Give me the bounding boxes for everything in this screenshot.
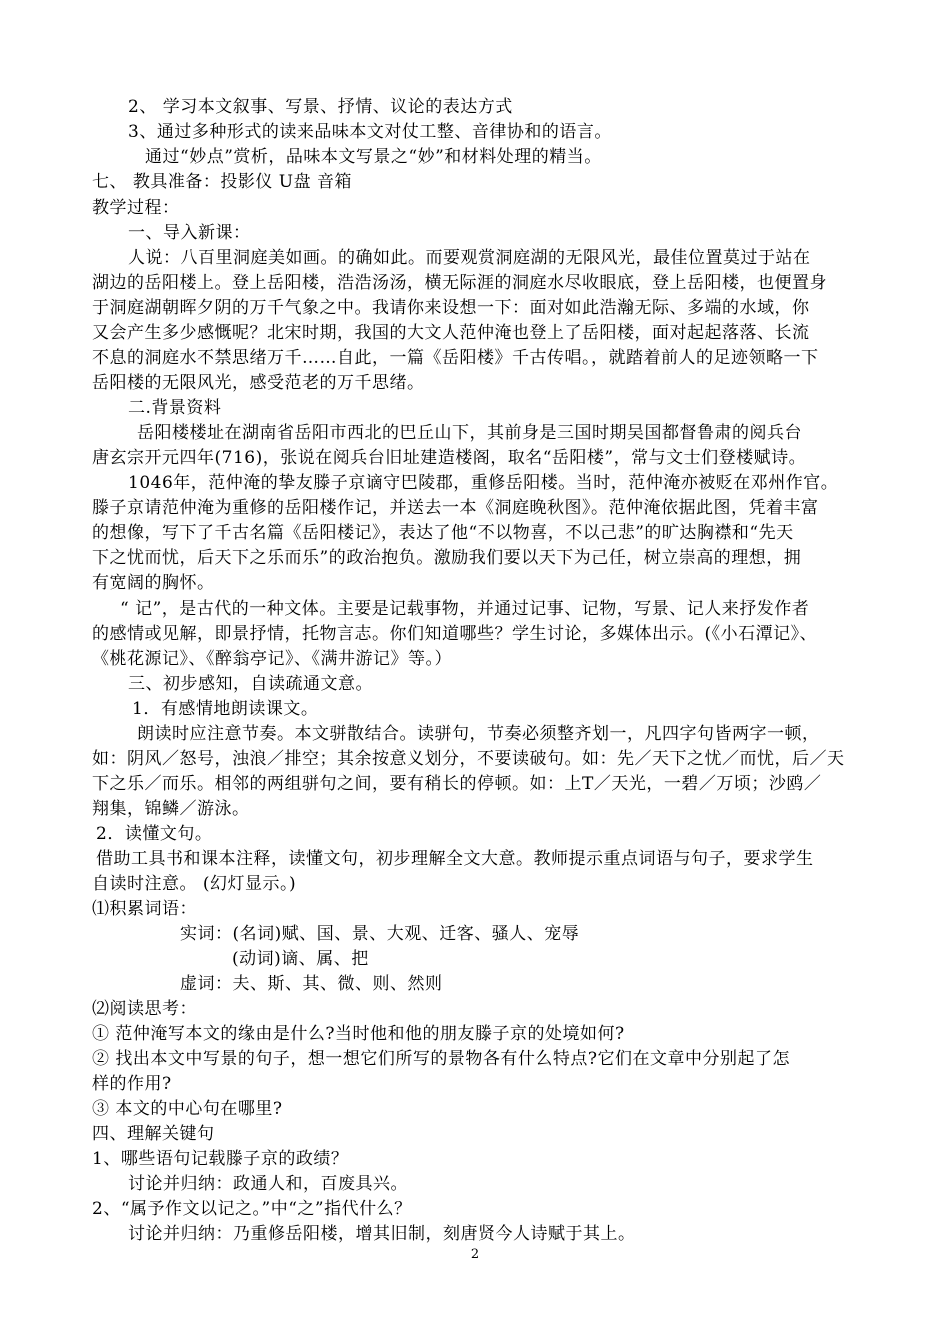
step-2-heading: 2．读懂文句。 — [96, 824, 213, 844]
page-number: 2 — [470, 1247, 480, 1262]
objective-2: 2、 学习本文叙事、写景、抒情、议论的表达方式 — [128, 97, 513, 117]
background-paragraph-line: 的想像，写下了千古名篇《岳阳楼记》，表达了他“不以物喜，不以己悲”的旷达胸襟和“先天 — [92, 523, 794, 543]
question-2: ② 找出本文中写景的句子，想一想它们所写的景物各有什么特点?它们在文章中分别起了怎 — [92, 1049, 791, 1069]
background-paragraph-line: 滕子京请范仲淹为重修的岳阳楼作记，并送去一本《洞庭晚秋图》。范仲淹依据此图，凭着丰富 — [92, 498, 819, 518]
reading-paragraph-line: 下之乐／而乐。相邻的两组骈句之间，要有稍长的停顿。如：上T／天光，一碧／万顷；沙鸥／ — [92, 774, 822, 794]
step-2-paragraph-line: 借助工具书和课本注释，读懂文句，初步理解全文大意。教师提示重点词语与句子，要求学生 — [96, 849, 814, 869]
background-paragraph-line: 岳阳楼楼址在湖南省岳阳市西北的巴丘山下，其前身是三国时期吴国都督鲁肃的阅兵台 — [137, 423, 802, 443]
background-heading: 二.背景资料 — [128, 398, 222, 418]
background-paragraph-line: 唐玄宗开元四年(716)，张说在阅兵台旧址建造楼阁，取名“岳阳楼”，常与文士们登楼赋诗。 — [92, 448, 807, 468]
objective-note: 通过“妙点”赏析，品味本文写景之“妙”和材料处理的精当。 — [145, 147, 602, 167]
question-2-cont: 样的作用? — [92, 1074, 172, 1094]
vocab-verbs: (动词)谪、属、把 — [232, 949, 369, 969]
intro-paragraph-line: 人说：八百里洞庭美如画。的确如此。而要观赏洞庭湖的无限风光，最佳位置莫过于站在 — [128, 248, 811, 268]
reading-paragraph-line: 如：阴风／怒号，浊浪／排空；其余按意义划分，不要读破句。如：先／天下之忧／而忧，后／天 — [92, 749, 845, 769]
key-answer-1: 讨论并归纳：政通人和，百废具兴。 — [128, 1174, 408, 1194]
reading-paragraph-line: 朗读时应注意节奏。本文骈散结合。读骈句，节奏必须整齐划一，凡四字句皆两字一顿， — [137, 724, 820, 744]
key-question-1: 1、哪些语句记载滕子京的政绩？ — [92, 1149, 349, 1169]
ji-genre-paragraph-line: “ 记”，是古代的一种文体。主要是记载事物，并通过记事、记物，写景、记人来抒发作者 — [120, 599, 810, 619]
teaching-process-heading: 教学过程： — [92, 198, 180, 218]
step-1-heading: 1．有感情地朗读课文。 — [132, 699, 319, 719]
question-3: ③ 本文的中心句在哪里? — [92, 1099, 283, 1119]
ji-genre-paragraph-line: 《桃花源记》、《醉翁亭记》、《满井游记》等。） — [92, 649, 452, 669]
intro-paragraph-line: 于洞庭湖朝晖夕阴的万千气象之中。我请你来设想一下：面对如此浩瀚无际、多端的水域，你 — [92, 298, 810, 318]
section-3-heading: 三、初步感知，自读疏通文意。 — [128, 674, 373, 694]
step-2-paragraph-line: 自读时注意。 (幻灯显示。) — [92, 874, 297, 894]
vocab-heading: ⑴积累词语： — [92, 899, 197, 919]
section-4-heading: 四、理解关键句 — [92, 1124, 215, 1144]
background-paragraph-line: 1046年，范仲淹的挚友滕子京谪守巴陵郡，重修岳阳楼。当时，范仲淹亦被贬在邓州作官。 — [128, 473, 839, 493]
reflection-heading: ⑵阅读思考： — [92, 999, 197, 1019]
question-1: ① 范仲淹写本文的缘由是什么?当时他和他的朋友滕子京的处境如何? — [92, 1024, 625, 1044]
key-answer-2: 讨论并归纳：乃重修岳阳楼，增其旧制，刻唐贤今人诗赋于其上。 — [128, 1224, 636, 1244]
key-question-2: 2、“属予作文以记之。”中“之”指代什么？ — [92, 1199, 412, 1219]
section-7-heading: 七、 教具准备：投影仪 U盘 音箱 — [92, 172, 353, 192]
intro-paragraph-line: 湖边的岳阳楼上。登上岳阳楼，浩浩汤汤，横无际涯的洞庭水尽收眼底，登上岳阳楼，也便置身 — [92, 273, 827, 293]
vocab-content-words: 实词：(名词)赋、国、景、大观、迁客、骚人、宠辱 — [180, 924, 580, 944]
background-paragraph-line: 下之忧而忧，后天下之乐而乐”的政治抱负。激励我们要以天下为己任，树立崇高的理想，拥 — [92, 548, 802, 568]
background-paragraph-line: 有宽阔的胸怀。 — [92, 573, 215, 593]
ji-genre-paragraph-line: 的感情或见解，即景抒情，托物言志。你们知道哪些？学生讨论，多媒体出示。(《小石潭记》、 — [92, 624, 818, 644]
reading-paragraph-line: 翔集，锦鳞／游泳。 — [92, 799, 250, 819]
objective-3: 3、通过多种形式的读来品味本文对仗工整、音律协和的语言。 — [128, 122, 612, 142]
intro-paragraph-line: 岳阳楼的无限风光，感受范老的万千思绪。 — [92, 373, 425, 393]
intro-paragraph-line: 不息的洞庭水不禁思绪万千……自此，一篇《岳阳楼》千古传唱。，就踏着前人的足迹领略一下 — [92, 348, 819, 368]
vocab-function-words: 虚词：夫、斯、其、微、则、然则 — [180, 974, 443, 994]
intro-heading: 一、导入新课： — [128, 223, 251, 243]
intro-paragraph-line: 又会产生多少感慨呢？北宋时期，我国的大文人范仲淹也登上了岳阳楼，面对起起落落、长流 — [92, 323, 810, 343]
